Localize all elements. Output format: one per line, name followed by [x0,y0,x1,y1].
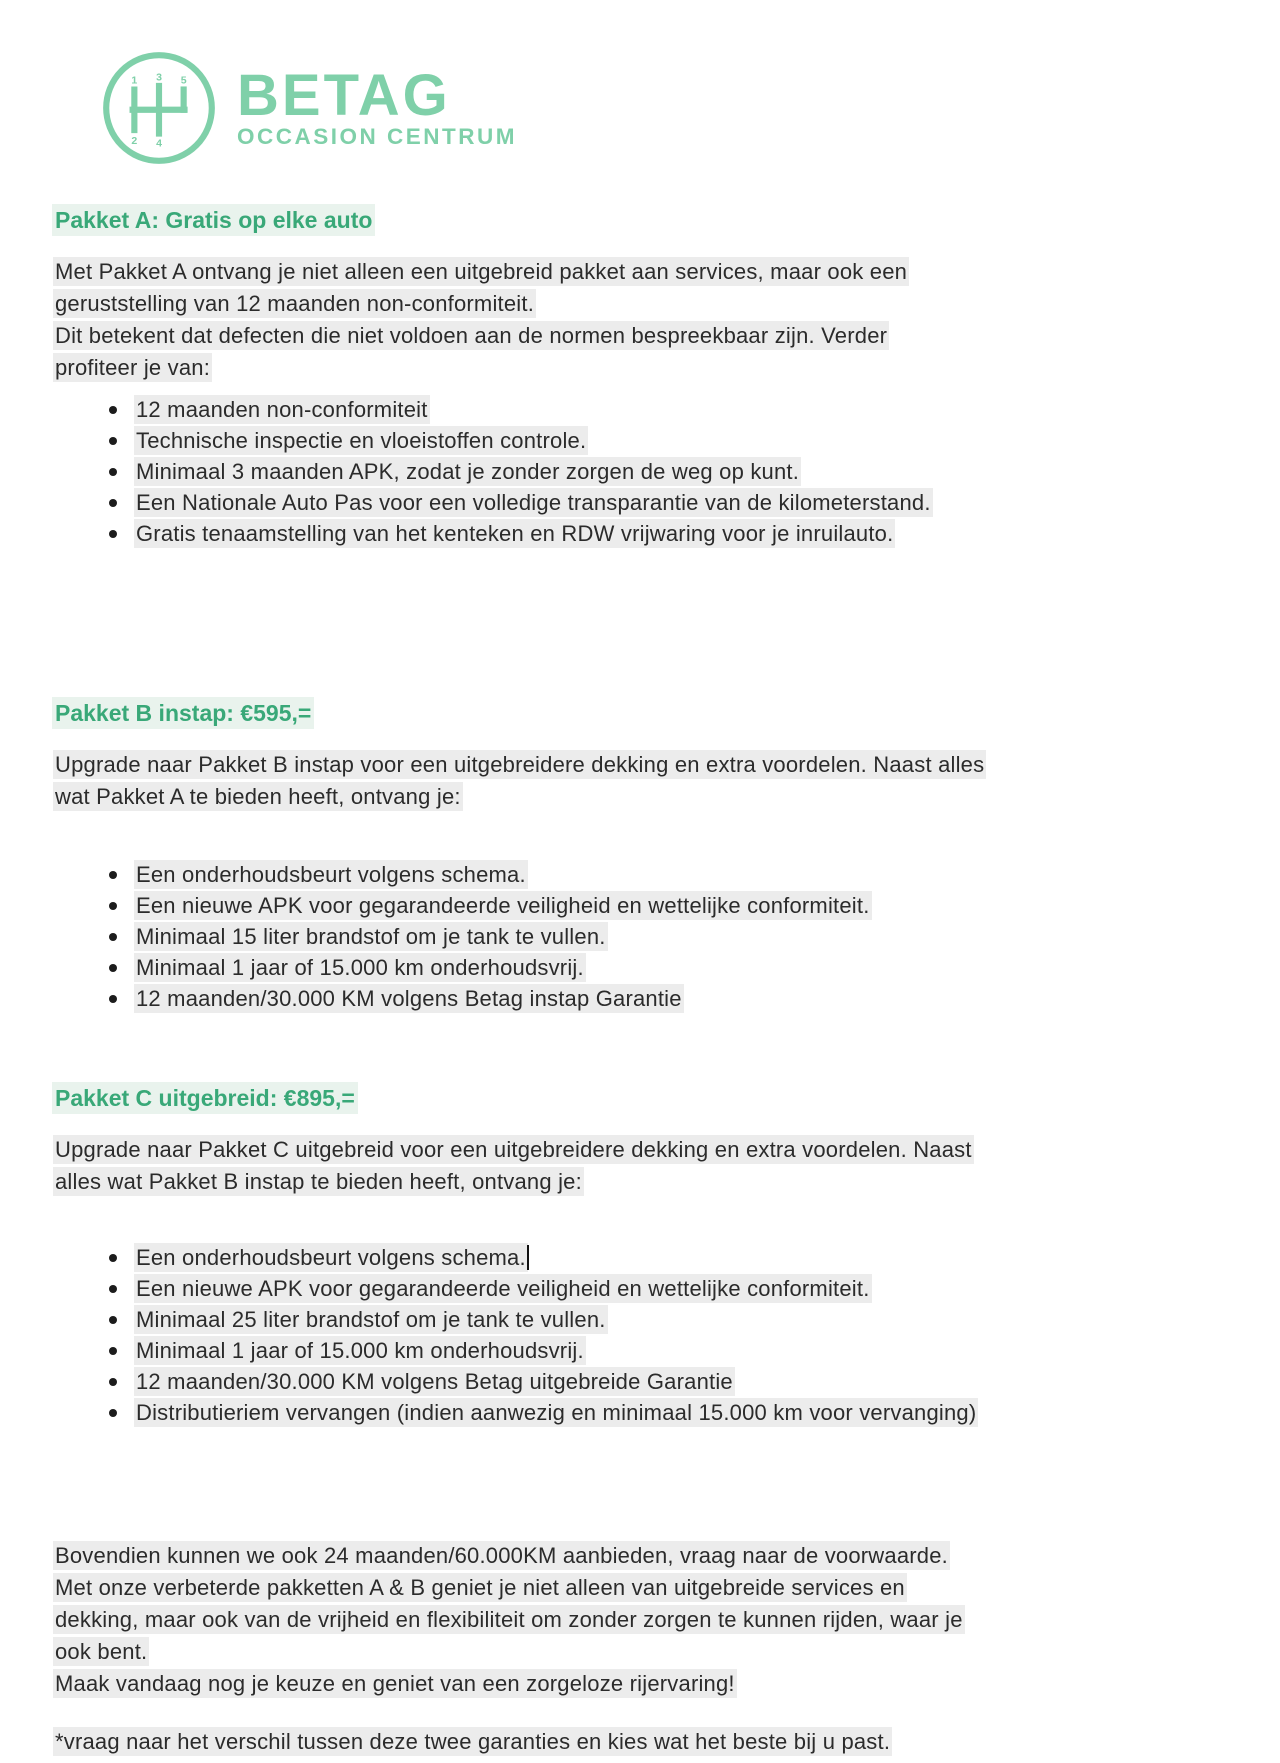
pakket-b-heading [55,699,1220,727]
closing-paragraph [55,1540,1220,1700]
paragraph-line: Dit betekent dat defecten die niet voldoen aan de normen bespreekbaar zijn. Verder [55,323,888,348]
paragraph-line: wat Pakket A te bieden heeft, ontvang je: [55,784,461,809]
gear-label-4: 4 [156,137,162,150]
pakket-a-section [55,206,1220,549]
bullet-item: Een nieuwe APK voor gegarandeerde veiligheid en wettelijke conformiteit. [100,1273,1220,1304]
pakket-b-bullet-list [100,859,1220,1014]
bullet-item: 12 maanden/30.000 KM volgens Betag uitgebreide Garantie [100,1366,1220,1397]
pakket-c-section [55,1084,1220,1428]
pakket-c-paragraph [55,1134,1220,1198]
footnote-line: *vraag naar het verschil tussen deze twee garanties en kies wat het beste bij u past. [55,1729,891,1754]
gear-label-1: 1 [131,74,138,87]
gear-label-2: 2 [131,135,138,148]
gear-label-3: 3 [156,71,162,84]
bullet-item: Een Nationale Auto Pas voor een volledige transparantie van de kilometerstand. [100,487,1220,518]
bullet-item: Minimaal 3 maanden APK, zodat je zonder zorgen de weg op kunt. [100,456,1220,487]
pakket-b-paragraph [55,749,1220,813]
bullet-item: Een onderhoudsbeurt volgens schema. [100,859,1220,890]
pakket-a-heading-text: Pakket A: Gratis op elke auto [55,207,373,233]
paragraph-line: Upgrade naar Pakket B instap voor een uitgebreidere dekking en extra voordelen. Naast alles [55,752,985,777]
pakket-c-bullet-list [100,1242,1220,1428]
paragraph-line: alles wat Pakket B instap te bieden heeft, ontvang je: [55,1169,582,1194]
pakket-a-bullet-list [100,394,1220,549]
bullet-item: 12 maanden non-conformiteit [100,394,1220,425]
paragraph-line: profiteer je van: [55,355,211,380]
paragraph-line: Maak vandaag nog je keuze en geniet van een zorgeloze rijervaring! [55,1671,735,1696]
pakket-c-heading [55,1084,1220,1112]
bullet-item: 12 maanden/30.000 KM volgens Betag instap Garantie [100,983,1220,1014]
paragraph-line: Met onze verbeterde pakketten A & B geniet je niet alleen van uitgebreide services en [55,1575,905,1600]
brand-subtitle: OCCASION CENTRUM [237,123,517,149]
pakket-a-paragraph [55,256,1220,384]
pakket-b-heading-text: Pakket B instap: €595,= [55,700,312,726]
paragraph-line: Bovendien kunnen we ook 24 maanden/60.000KM aanbieden, vraag naar de voorwaarde. [55,1543,948,1568]
pakket-a-heading [55,206,1220,234]
bullet-item: Technische inspectie en vloeistoffen controle. [100,425,1220,456]
gear-label-5: 5 [180,74,187,87]
bullet-item: Minimaal 1 jaar of 15.000 km onderhoudsvrij. [100,1335,1220,1366]
paragraph-line: dekking, maar ook van de vrijheid en flexibiliteit om zonder zorgen te kunnen rijden, waar je [55,1607,963,1632]
bullet-item: Minimaal 25 liter brandstof om je tank te vullen. [100,1304,1220,1335]
bullet-item: Gratis tenaamstelling van het kenteken en RDW vrijwaring voor je inruilauto. [100,518,1220,549]
betag-logo [93,42,1220,174]
gear-shift-icon [93,42,225,174]
paragraph-line: Met Pakket A ontvang je niet alleen een uitgebreid pakket aan services, maar ook een [55,259,908,284]
paragraph-line: Upgrade naar Pakket C uitgebreid voor een uitgebreidere dekking en extra voordelen. Naast [55,1137,972,1162]
pakket-b-section [55,699,1220,1014]
pakket-c-heading-text: Pakket C uitgebreid: €895,= [55,1085,355,1111]
bullet-item: Minimaal 15 liter brandstof om je tank te vullen. [100,921,1220,952]
brand-name: BETAG [237,62,451,128]
bullet-item: Distributieriem vervangen (indien aanwezig en minimaal 15.000 km voor vervanging) [100,1397,1220,1428]
paragraph-line: ook bent. [55,1639,148,1664]
bullet-item: Een onderhoudsbeurt volgens schema. [100,1242,1220,1273]
paragraph-line: geruststelling van 12 maanden non-conformiteit. [55,291,535,316]
bullet-item: Een nieuwe APK voor gegarandeerde veiligheid en wettelijke conformiteit. [100,890,1220,921]
text-cursor [527,1245,529,1270]
bullet-item: Minimaal 1 jaar of 15.000 km onderhoudsvrij. [100,952,1220,983]
